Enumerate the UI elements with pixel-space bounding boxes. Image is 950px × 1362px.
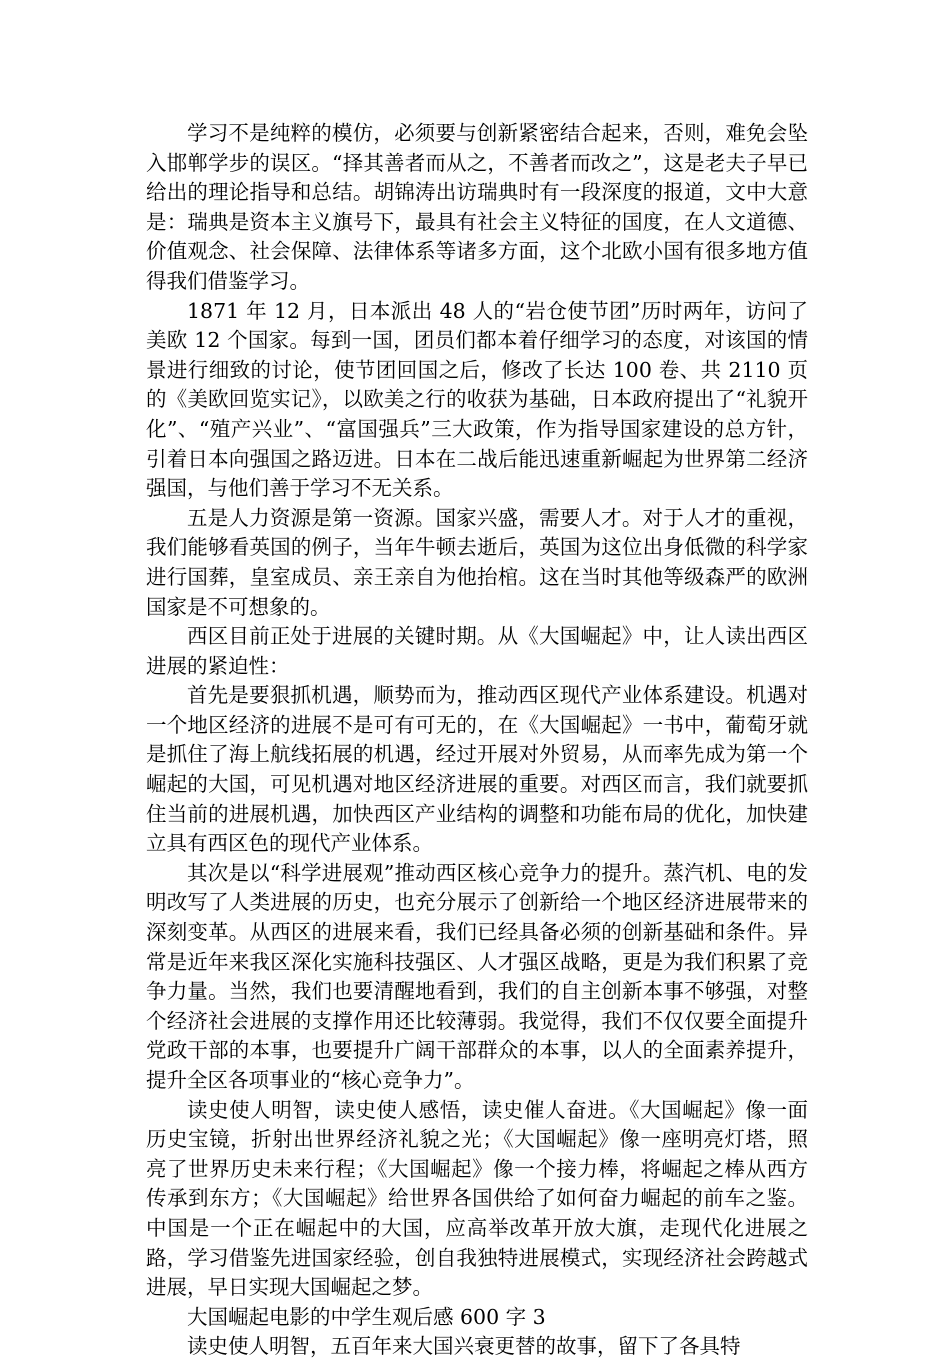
paragraph-seize-opportunity: 首先是要狠抓机遇，顺势而为，推动西区现代产业体系建设。机遇对一个地区经济的进展不是可有可无的，在《大国崛起》一书中，葡萄牙就是抓住了海上航线拓展的机遇，经过开展对外贸易，从而率先成为第一个崛起的大国，可见机遇对地区经济进展的重要。对西区而言，我们就要抓住当前的进展机遇，加快西区产业结构的调整和功能布局的优化，加快建立具有西区色的现代产业体系。 [146, 683, 808, 856]
paragraph-west-district-urgency: 西区目前正处于进展的关键时期。从《大国崛起》中，让人读出西区进展的紧迫性： [146, 624, 808, 678]
paragraph-five-centuries: 读史使人明智，五百年来大国兴衰更替的故事，留下了各具特 [187, 1334, 741, 1359]
paragraph-human-resources: 五是人力资源是第一资源。国家兴盛，需要人才。对于人才的重视，我们能够看英国的例子，当年牛顿去逝后，英国为这位出身低微的科学家进行国葬，皇室成员、亲王亲自为他抬棺。这在当时其他等级森严的欧洲国家是不可想象的。 [146, 505, 808, 619]
document-body [146, 119, 808, 1362]
paragraph-core-competitiveness: 其次是以“科学进展观”推动西区核心竞争力的提升。蒸汽机、电的发明改写了人类进展的历史，也充分展示了创新给一个地区经济进展带来的深刻变革。从西区的进展来看，我们已经具备必须的创新基础和条件。异常是近年来我区深化实施科技强区、人才强区战略，更是为我们积累了竞争力量。当然，我们也要清醒地看到，我们的自主创新本事不够强，对整个经济社会进展的支撑作用还比较薄弱。我觉得，我们不仅仅要全面提升党政干部的本事，也要提升广阔干部群众的本事，以人的全面素养提升，提升全区各项事业的“核心竞争力”。 [146, 860, 808, 1092]
section-heading: 大国崛起电影的中学生观后感 600 字 3 [187, 1304, 546, 1329]
paragraph-iwakura-mission: 1871 年 12 月，日本派出 48 人的“岩仓使节团”历时两年，访问了美欧 12 个国家。每到一国，团员们都本着仔细学习的态度，对该国的情景进行细致的讨论，使节团回国之后，修改了长达 100 卷、共 2110 页的《美欧回览实记》，以欧美之行的收获为基础，日本政府提出了“礼貌开化”、“殖产兴业”、“富国强兵”三大政策，作为指导国家建设的总方针，引着日本向强国之路迈进。日本在二战后能迅速重新崛起为世界第二经济强国，与他们善于学习不无关系。 [146, 298, 808, 501]
paragraph-learning-innovation: 学习不是纯粹的模仿，必须要与创新紧密结合起来，否则，难免会坠入邯郸学步的误区。“择其善者而从之，不善者而改之”，这是老夫子早已给出的理论指导和总结。胡锦涛出访瑞典时有一段深度的报道，文中大意是：瑞典是资本主义旗号下，最具有社会主义特征的国度，在人文道德、价值观念、社会保障、法律体系等诸多方面，这个北欧小国有很多地方值得我们借鉴学习。 [146, 121, 808, 293]
paragraph-reading-history: 读史使人明智，读史使人感悟，读史催人奋进。《大国崛起》像一面历史宝镜，折射出世界经济礼貌之光；《大国崛起》像一座明亮灯塔，照亮了世界历史未来行程；《大国崛起》像一个接力棒，将崛起之棒从西方传承到东方；《大国崛起》给世界各国供给了如何奋力崛起的前车之鉴。中国是一个正在崛起中的大国，应高举改革开放大旗，走现代化进展之路，学习借鉴先进国家经验，创自我独特进展模式，实现经济社会跨越式进展，早日实现大国崛起之梦。 [146, 1097, 808, 1300]
